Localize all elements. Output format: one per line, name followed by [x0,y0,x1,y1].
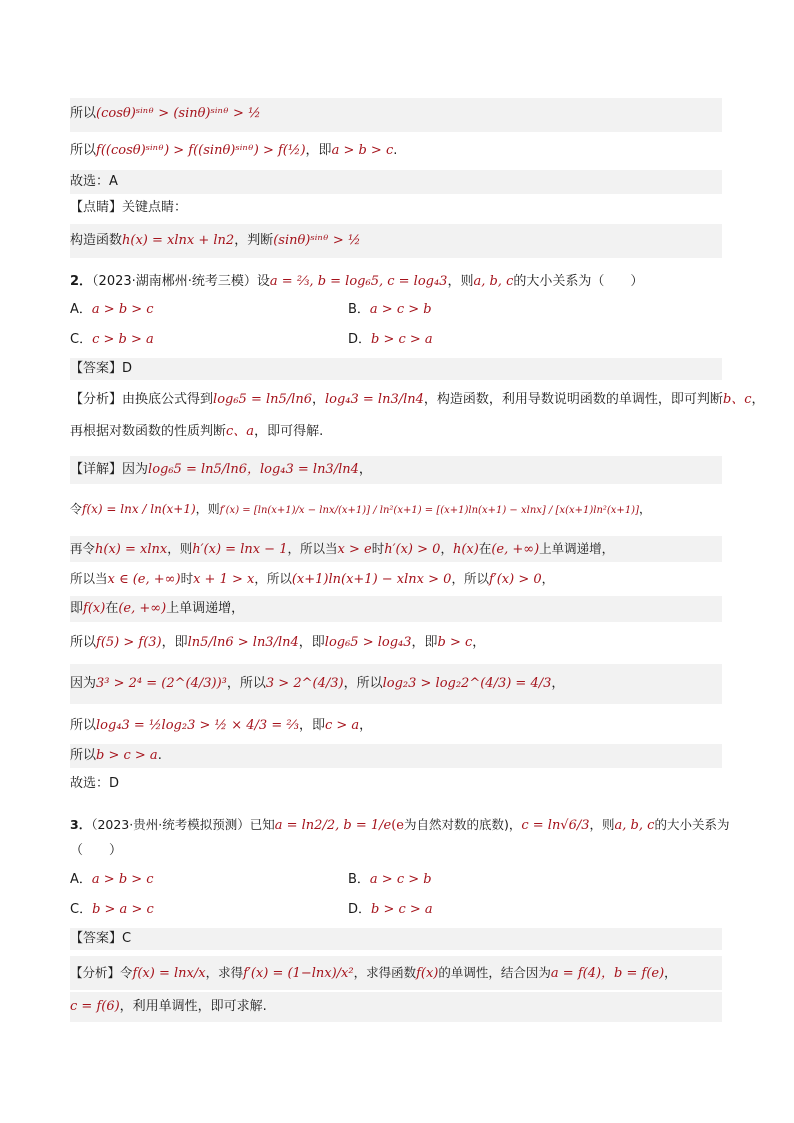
analysis-line: 【分析】由换底公式得到log₆5 = ln5/ln6，log₄3 = ln3/ln4，构造函数，利用导数说明函数的单调性，即可判断b、c， [70,392,765,407]
detail-line: 【详解】因为log₆5 = ln5/ln6，log₄3 = ln3/ln4， [70,456,722,484]
answer-line: 【答案】D [70,358,722,380]
option-d[interactable]: D．b > c > a [348,332,433,347]
detail-line: 所以log₄3 = ½log₂3 > ½ × 4/3 = ⅔，即c > a， [70,718,373,733]
math-expression: a = ⅔, b = log₆5, c = log₄3 [269,274,448,289]
math-expression: a > b > c [331,143,394,158]
math-expression: (cosθ)ˢⁱⁿᶿ > (sinθ)ˢⁱⁿᶿ > ½ [96,106,261,121]
solution-line: 所以(cosθ)ˢⁱⁿᶿ > (sinθ)ˢⁱⁿᶿ > ½ [70,98,722,132]
option-b[interactable]: B．a > c > b [348,872,432,887]
solution-line: 所以f((cosθ)ˢⁱⁿᶿ) > f((sinθ)ˢⁱⁿᶿ) > f(½)，即a > b > c. [70,143,398,158]
math-expression: log₆5 = ln5/ln6 [213,392,312,407]
math-expression: a, b, c [473,274,514,289]
question-3-stem-cont: （ ） [70,843,123,858]
detail-line: 所以f(5) > f(3)，即ln5/ln6 > ln3/ln4，即log₆5 > log₄3，即b > c， [70,635,486,650]
question-3-stem: 3．（2023·贵州·统考模拟预测）已知a = ln2/2, b = 1/e(e为自然对数的底数)，c = ln√6/3，则a, b, c的大小关系为 [70,817,730,833]
math-expression: b、c [722,392,752,407]
option-b[interactable]: B．a > c > b [348,302,432,317]
solution-line: 故选：A [70,170,722,194]
math-expression: h(x) = xlnx + ln2 [122,233,235,248]
detail-line: 故选：D [70,776,120,791]
option-c[interactable]: C．b > a > c [70,902,154,917]
option-d[interactable]: D．b > c > a [348,902,433,917]
analysis-line: 再根据对数函数的性质判断c、a，即可得解. [70,424,324,439]
math-expression: log₆5 = ln5/ln6，log₄3 = ln3/ln4 [148,462,359,477]
solution-line: 构造函数h(x) = xlnx + ln2，判断(sinθ)ˢⁱⁿᶿ > ½ [70,224,722,258]
detail-line: 即f(x)在(e, +∞)上单调递增， [70,596,722,622]
detail-line: 再令h(x) = xlnx，则h′(x) = lnx − 1，所以当x > e时h′(x) > 0，h(x)在(e, +∞)上单调递增， [70,536,722,562]
detail-line: 所以当x ∈ (e, +∞)时x + 1 > x，所以(x+1)ln(x+1) − xlnx > 0，所以f′(x) > 0， [70,571,555,587]
math-expression: (sinθ)ˢⁱⁿᶿ > ½ [273,233,361,248]
math-expression: log₄3 = ln3/ln4 [324,392,424,407]
analysis-line: c = f(6)，利用单调性，即可求解. [70,992,722,1022]
detail-line: 所以b > c > a. [70,744,722,768]
math-expression: f((cosθ)ˢⁱⁿᶿ) > f((sinθ)ˢⁱⁿᶿ) > f(½) [96,143,306,158]
answer-line: 【答案】C [70,928,722,950]
math-expression: f′(x) = [ln(x+1)/x − lnx/(x+1)] / ln²(x+1) = [(x+1)ln(x+1) − xlnx] / [x(x+1)ln²(x+1)] [219,505,639,516]
detail-line: 因为3³ > 2⁴ = (2^(4/3))³，所以3 > 2^(4/3)，所以log₂3 > log₂2^(4/3) = 4/3， [70,664,722,704]
option-a[interactable]: A．a > b > c [70,302,154,317]
detail-line: 令f(x) = lnx / ln(x+1)，则f′(x) = [ln(x+1)/x − lnx/(x+1)] / ln²(x+1) = [(x+1)ln(x+1) − xlnx] / [x(x+1)ln²(x+1)]， [70,502,651,516]
analysis-line: 【分析】令f(x) = lnx/x，求得f′(x) = (1−lnx)/x²，求得函数f(x)的单调性，结合因为a = f(4)，b = f(e)， [70,956,722,990]
math-expression: f(x) = lnx / ln(x+1) [82,502,196,516]
question-2-stem: 2．（2023·湖南郴州·统考三模）设a = ⅔, b = log₆5, c = log₄3，则a, b, c的大小关系为（ ） [70,274,644,289]
key-point-heading: 【点睛】关键点睛： [70,200,188,215]
math-expression: c、a [226,424,255,439]
option-a[interactable]: A．a > b > c [70,872,154,887]
option-c[interactable]: C．c > b > a [70,332,154,347]
